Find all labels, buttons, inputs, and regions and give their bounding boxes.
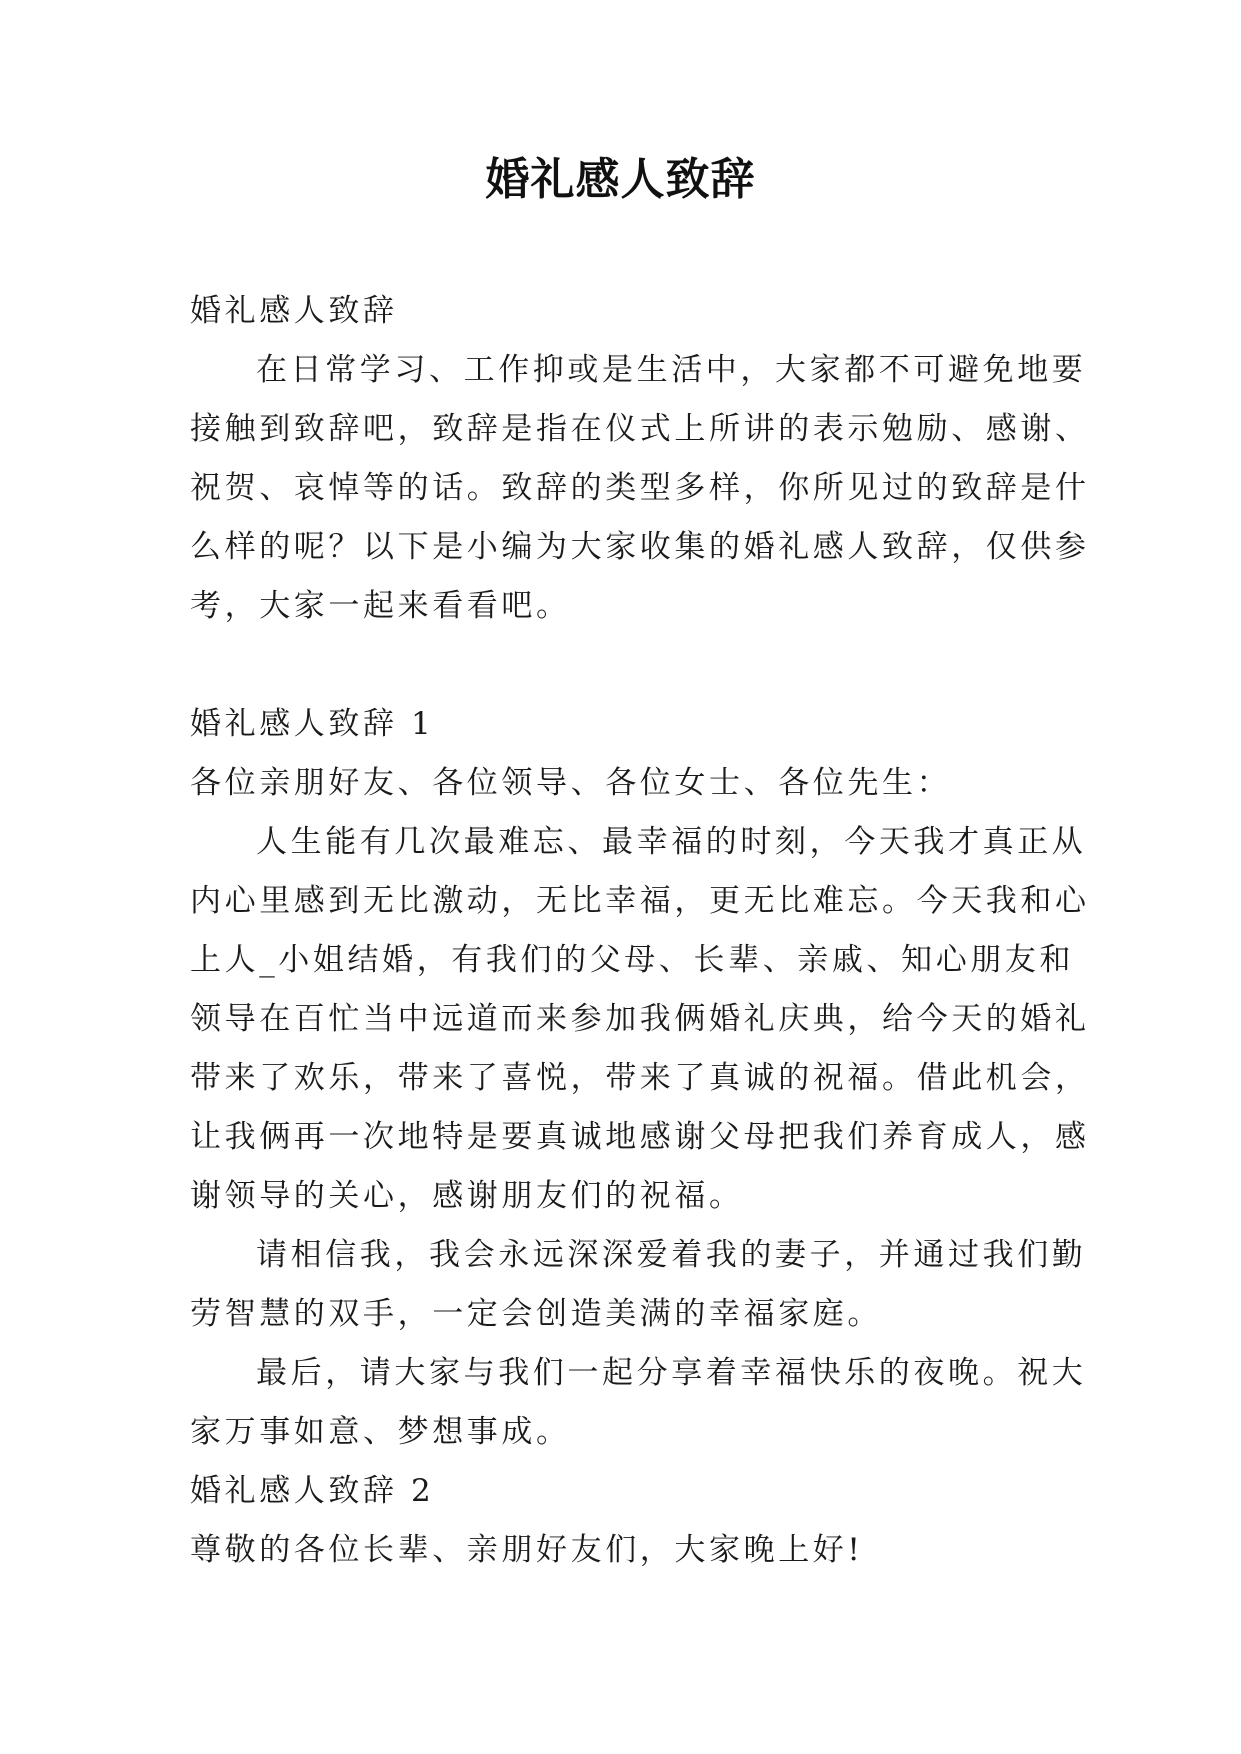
paragraph-line: 家万事如意、梦想事成。 xyxy=(190,1414,571,1450)
paragraph-line: 人生能有几次最难忘、最幸福的时刻，今天我才真正从 xyxy=(256,824,1087,860)
section-heading-2: 婚礼感人致辞 2 xyxy=(190,1473,435,1509)
salutation: 各位亲朋好友、各位领导、各位女士、各位先生： xyxy=(190,765,952,801)
intro-line: 在日常学习、工作抑或是生活中，大家都不可避免地要 xyxy=(256,352,1087,388)
document-body xyxy=(190,282,1090,1580)
salutation: 尊敬的各位长辈、亲朋好友们，大家晚上好! xyxy=(190,1532,864,1568)
intro-line: 接触到致辞吧，致辞是指在仪式上所讲的表示勉励、感谢、 xyxy=(190,411,1090,447)
document-title: 婚礼感人致辞 xyxy=(485,154,756,205)
paragraph-line: 谢领导的关心，感谢朋友们的祝福。 xyxy=(190,1178,744,1214)
section-heading: 婚礼感人致辞 xyxy=(190,293,398,329)
intro-line: 祝贺、哀悼等的话。致辞的类型多样，你所见过的致辞是什 xyxy=(190,470,1090,506)
paragraph-line: 请相信我，我会永远深深爱着我的妻子，并通过我们勤 xyxy=(256,1237,1087,1273)
paragraph-line: 内心里感到无比激动，无比幸福，更无比难忘。今天我和心 xyxy=(190,883,1090,919)
paragraph-line: 最后，请大家与我们一起分享着幸福快乐的夜晚。祝大 xyxy=(256,1355,1087,1391)
paragraph-line: 领导在百忙当中远道而来参加我俩婚礼庆典，给今天的婚礼 xyxy=(190,1001,1090,1037)
paragraph-line: 上人_小姐结婚，有我们的父母、长辈、亲戚、知心朋友和 xyxy=(190,942,1075,978)
paragraph-line: 带来了欢乐，带来了喜悦，带来了真诚的祝福。借此机会， xyxy=(190,1060,1090,1096)
paragraph-line: 让我俩再一次地特是要真诚地感谢父母把我们养育成人，感 xyxy=(190,1119,1090,1155)
intro-line: 么样的呢？以下是小编为大家收集的婚礼感人致辞，仅供参 xyxy=(190,529,1090,565)
paragraph-spacer xyxy=(190,636,1055,695)
intro-line: 考，大家一起来看看吧。 xyxy=(190,588,571,624)
paragraph-line: 劳智慧的双手，一定会创造美满的幸福家庭。 xyxy=(190,1296,882,1332)
section-heading-1: 婚礼感人致辞 1 xyxy=(190,706,435,742)
